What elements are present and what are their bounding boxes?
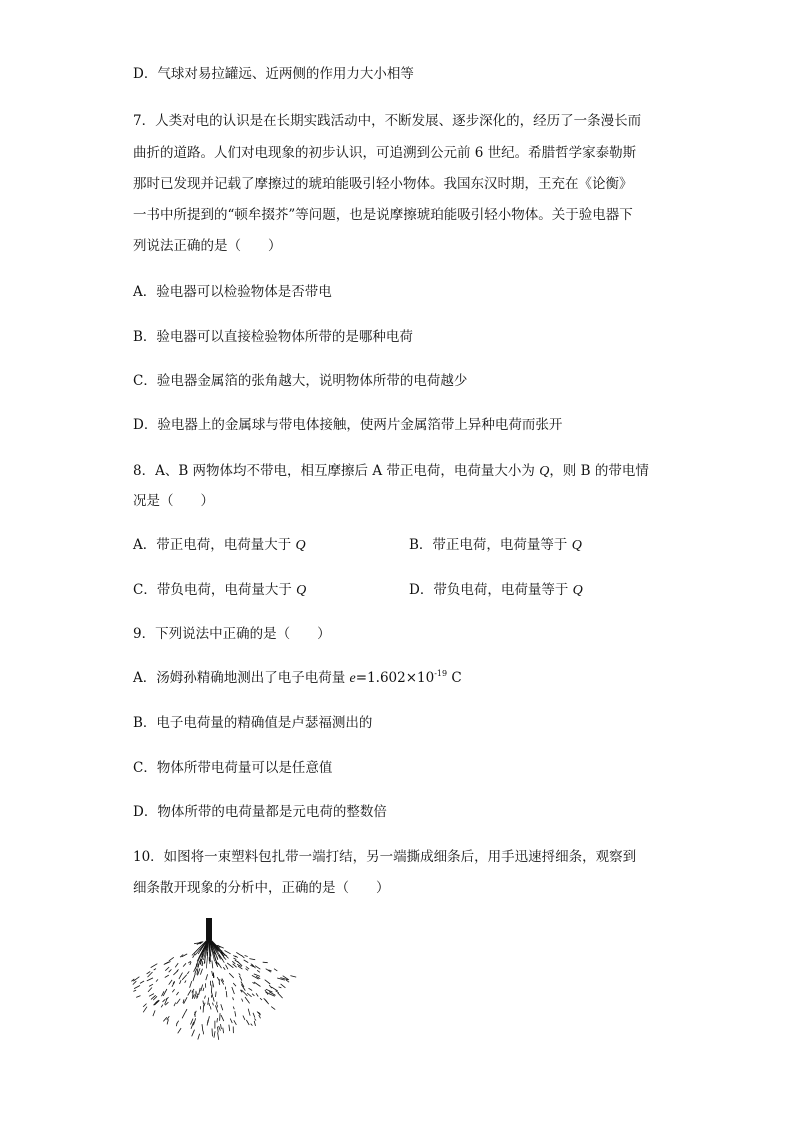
q7-stem-line-4: 一书中所提到的“顿牟掇芥”等问题，也是说摩擦琥珀能吸引轻小物体。关于验电器下 — [133, 207, 633, 223]
q8-stem-var: Q — [539, 464, 550, 479]
q8-option-c-text: C．带负电荷，电荷量大于 — [133, 582, 297, 598]
q8-option-b — [409, 535, 582, 556]
q9-option-b: B．电子电荷量的精确值是卢瑟福测出的 — [133, 715, 373, 731]
q7-stem-line-3: 那时已发现并记载了摩擦过的琥珀能吸引轻小物体。我国东汉时期，王充在《论衡》 — [133, 176, 633, 192]
q8-option-d — [409, 580, 583, 601]
q8-option-c-var: Q — [296, 583, 307, 598]
q8-stem-line-2: 况是（ ） — [133, 493, 214, 509]
q9-option-a — [133, 668, 462, 689]
q8-option-d-text: D．带负电荷，电荷量等于 — [409, 582, 573, 598]
q8-option-b-text: B．带正电荷，电荷量等于 — [409, 537, 572, 553]
q8-option-a-var: Q — [295, 538, 306, 553]
q9-option-c: C．物体所带电荷量可以是任意值 — [133, 760, 333, 776]
prev-option-d: D．气球对易拉罐远、近两侧的作用力大小相等 — [133, 66, 414, 82]
q8-option-a — [133, 535, 306, 556]
q7-stem-line-1: 7．人类对电的认识是在长期实践活动中，不断发展、逐步深化的，经历了一条漫长而 — [133, 113, 642, 129]
q9-option-a-unit: C — [447, 670, 462, 686]
q8-stem-text-a: 8．A、B 两物体均不带电，相互摩擦后 A 带正电荷，电荷量大小为 — [133, 463, 540, 479]
q10-stem-line-1: 10．如图将一束塑料包扎带一端打结，另一端撕成细条后，用手迅速捋细条，观察到 — [133, 849, 637, 865]
q9-option-a-value: =1.602×10 — [355, 670, 435, 686]
q7-option-d: D．验电器上的金属球与带电体接触，使两片金属箔带上异种电荷而张开 — [133, 417, 563, 433]
q8-option-d-var: Q — [572, 583, 583, 598]
q9-option-a-var: e — [349, 671, 356, 686]
q7-option-b: B．验电器可以直接检验物体所带的是哪种电荷 — [133, 329, 413, 345]
q7-option-c: C．验电器金属箔的张角越大，说明物体所带的电荷越少 — [133, 373, 468, 389]
q9-stem: 9．下列说法中正确的是（ ） — [133, 626, 331, 642]
q8-option-a-text: A．带正电荷，电荷量大于 — [133, 537, 296, 553]
q10-stem-line-2: 细条散开现象的分析中，正确的是（ ） — [133, 880, 390, 896]
q7-stem-line-5: 列说法正确的是（ ） — [133, 238, 282, 254]
q9-option-d: D．物体所带的电荷量都是元电荷的整数倍 — [133, 804, 387, 820]
q9-option-a-text: A．汤姆孙精确地测出了电子电荷量 — [133, 670, 350, 686]
q9-option-a-exponent: -19 — [434, 669, 448, 678]
q7-option-a: A．验电器可以检验物体是否带电 — [133, 284, 332, 300]
q7-stem-line-2: 曲折的道路。人们对电现象的初步认识，可追溯到公元前 6 世纪。希腊哲学家泰勒斯 — [133, 145, 637, 161]
q8-stem-text-b: ，则 B 的带电情 — [549, 463, 649, 479]
plastic-strips-spread-figure-icon — [128, 912, 298, 1040]
q8-option-b-var: Q — [571, 538, 582, 553]
q8-option-c — [133, 580, 306, 601]
q8-stem-line-1 — [133, 461, 649, 482]
